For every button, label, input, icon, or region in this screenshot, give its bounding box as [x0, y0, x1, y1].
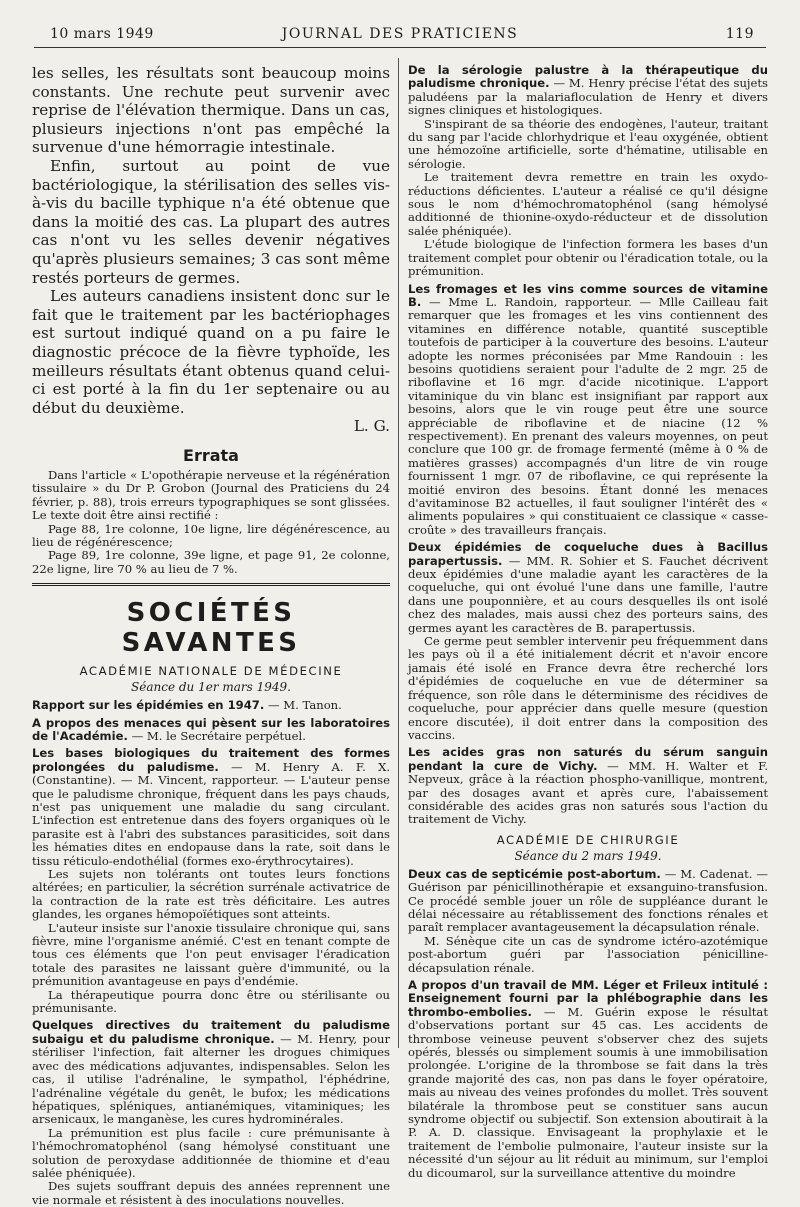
column-rule: [398, 58, 399, 1048]
academy-title: ACADÉMIE DE CHIRURGIE: [496, 832, 680, 847]
section-divider: [32, 583, 390, 586]
body-paragraph: Le traitement devra remettre en train les oxydo-réductions déficientes. L'auteur a réalisé ce qu'il désigne sous le nom d'hémochromatophénol (sang hémolysé additionné de thionine-oxydo-réducteur et de dissolution salée phéniquée).: [408, 170, 768, 238]
entry-text: — M. Henry, pour stériliser l'infection, fait alterner les drogues chimiques avec des médications adjuvantes, indispensables. Selon les cas, il utilise l'adrénaline, le sympathol, l'éphédrine, l'adrénaline végétale du genêt, le bufox; les médications hépatiques, spléniques, antianémiques, vitaminiques; les arsenicaux, le manganèse, les cures hydrominérales.: [32, 1031, 391, 1127]
entry-heading: A propos d'un travail de MM. Léger et Frileux intitulé : Enseignement fourni par la phlébographie dans les thrombo-embolies.: [408, 978, 768, 1019]
seance-date: Séance du 2 mars 1949.: [514, 848, 662, 863]
entry-heading: Quelques directives du traitement du paludisme subaigu et du paludisme chronique.: [32, 1018, 390, 1046]
errata-paragraph: Dans l'article « L'opothérapie nerveuse et la régénération tissulaire » du Dr P. Grobon (Journal des Praticiens du 24 février, p. 88), trois erreurs typographiques se sont glissées. Le texte doit être ainsi rectifié :: [32, 467, 390, 523]
intro-paragraph: les selles, les résultats sont beaucoup moins constants. Une rechute peut survenir avec reprise de l'élévation thermique. Dans un cas, plusieurs injections n'ont pas empêché la survenue d'une hémorragie intestinale.: [32, 64, 390, 157]
entry-heading: Deux épidémies de coqueluche dues à Bacillus parapertussis.: [408, 540, 768, 568]
entry-heading: A propos des menaces qui pèsent sur les laboratoires de l'Académie.: [32, 715, 390, 743]
header-rule: [34, 47, 766, 48]
entry: [32, 747, 390, 868]
body-paragraph: L'auteur insiste sur l'anoxie tissulaire chronique qui, sans fièvre, mine l'organisme anémié. C'est en tenant compte de tous ces éléments que l'on peut envisager l'éradication totale des parasites ne laissant guère d'immunité, ou la prémunition avantageuse en pays d'endémie.: [32, 920, 390, 989]
entry-text: — M. Guérin expose le résultat d'observations portant sur 45 cas. Les accidents de thrombose veineuse peuvent s'observer chez des sujets opérés, blessés ou simplement soumis à une immobilisation prolongée. L'origine de la thrombose se fait dans la très grande majorité des cas, non pas dans le foyer opératoire, mais au niveau des veines profondes du mollet. Très souvent bilatérale la thrombose peut se constituer sans aucun syndrome objectif ou subjectif. Son extension aboutirait à la P. A. D. classique. Envisageant la prophylaxie et le traitement de l'embolie pulmonaire, l'auteur insiste sur la nécessité d'un séjour au lit réduit au minimum, sur l'emploi du dicoumarol, sur la surveillance attentive du moindre: [408, 1004, 769, 1180]
body-paragraph: Les sujets non tolérants ont toutes leurs fonctions altérées; en particulier, la sécrétion surrénale activatrice de la contraction de la rate est très déficitaire. Les autres glandes, les organes hémopoïétiques sont atteints.: [32, 867, 390, 922]
header-date: 10 mars 1949: [50, 26, 154, 42]
intro-paragraph: Enfin, surtout au point de vue bactériologique, la stérilisation des selles vis-à-vis du bacille typhique n'a été obtenue que dans la moitié des cas. La plupart des autres cas n'ont vu les selles devenir négatives qu'après plusieurs semaines; 3 cas sont même restés porteurs de germes.: [32, 156, 390, 287]
academy-title: ACADÉMIE NATIONALE DE MÉDECINE: [79, 664, 343, 679]
entry-heading: Rapport sur les épidémies en 1947.: [32, 698, 265, 713]
entry-heading: Les fromages et les vins comme sources de vitamine B.: [408, 281, 768, 309]
seance-date: Séance du 1er mars 1949.: [131, 680, 291, 695]
entry: [408, 868, 768, 935]
entry: [32, 699, 390, 712]
entry: [408, 541, 768, 635]
errata-title: Errata: [183, 445, 239, 465]
entry-heading: Deux cas de septicémie post-abortum.: [408, 866, 661, 881]
errata-paragraph: Page 89, 1re colonne, 39e ligne, et page 91, 2e colonne, 22e ligne, lire 70 % au lieu de 7 %.: [32, 548, 390, 576]
left-column: [32, 64, 391, 1207]
entry-heading: Les acides gras non saturés du sérum sanguin pendant la cure de Vichy.: [408, 745, 768, 773]
errata-paragraph: Page 88, 1re colonne, 10e ligne, lire dégénérescence, au lieu de régénérescence;: [32, 521, 390, 549]
entry-text: — M. Henry précise l'état des sujets paludéens par la malariafloculation de Henry et divers signes cliniques et histologiques.: [408, 76, 768, 118]
body-paragraph: La prémunition est plus facile : cure prémunisante à l'hémochromatophénol (sang hémolysé constituant une solution de peroxydase additionnée de thiomine et d'eau salée phéniquée).: [32, 1125, 390, 1180]
body-paragraph: M. Sénèque cite un cas de syndrome ictéro-azotémique post-abortum guéri par l'association pénicilline-décapsulation rénale.: [408, 933, 768, 975]
body-paragraph: Ce germe peut sembler intervenir peu fréquemment dans les pays où il a été initialement décrit et n'avoir encore jamais été isolé en France devra être recherché lors d'épidémies de coqueluche en vue de déterminer sa fréquence, son rôle dans le déterminisme des récidives de coqueluche, pour apprécier dans quelle mesure (question encore discutée), il doit entrer dans la composition des vaccins.: [408, 634, 768, 742]
entry-heading: Les bases biologiques du traitement des formes prolongées du paludisme.: [32, 746, 390, 774]
running-header: [34, 22, 766, 44]
entry-text: — Mme L. Randoin, rapporteur. — Mlle Cailleau fait remarquer que les fromages et les vins contiennent des vitamines en différence notable, quantité susceptible toutefois de participer à la couverture des besoins. L'auteur adopte les normes préconisées par Mme Randouin : les besoins quotidiens seraient pour l'adulte de 2 mgr. 25 de riboflavine et 16 mgr. d'acide nicotinique. L'apport vitaminique du vin blanc est insignifiant par rapport aux besoins, alors que le vin rouge peut être une source appréciable de riboflavine et de niacine (12 % respectivement). En prenant des valeurs moyennes, on peut conclure que 100 gr. de fromage fermenté (même à 0 % de matières grasses) accompagnés d'un litre de vin rouge fournissent 1 mgr. 07 de riboflavine, ce qui représente la moitié environ des besoins. Étant donné les menaces d'avitaminose B2 actuelles, il faut souligner l'intérêt des « aliments populaires » qui constituaient ce classique « casse-croûte » des travailleurs français.: [408, 294, 768, 537]
entry: [408, 64, 768, 118]
entry-text: — M. Henry A. F. X. (Constantine). — M. Vincent, rapporteur. — L'auteur pense que le paludisme chronique, fréquent dans les pays chauds, n'est pas uniquement une maladie du sang circulant. L'infection est entretenue dans des foyers organiques où le parasite est à l'abri des substances parasiticides, soit dans les hématies dites en endopause dans la rate, soit dans le tissu réticulo-endothélial (formes exo-érythrocytaires).: [32, 759, 391, 868]
header-page-number: 119: [725, 26, 754, 42]
entry-text: — MM. R. Sohier et S. Fauchet décrivent deux épidémies d'une maladie ayant les caractères de la coqueluche, qui ont évolué l'une dans une famille, l'autre dans une pouponnière, et au cours desquelles ils ont isolé chez des malades, mais aussi chez des porteurs sains, des germes ayant les caractères de B. parapertussis.: [408, 553, 768, 635]
entry: [32, 1019, 390, 1126]
header-journal: JOURNAL DES PRATICIENS: [281, 26, 519, 42]
entry-text: — M. le Secrétaire perpétuel.: [131, 728, 306, 743]
entry: [408, 283, 768, 538]
entry: [408, 979, 768, 1180]
intro-paragraph: Les auteurs canadiens insistent donc sur le fait que le traitement par les bactériophages est surtout indiqué quand on a pu faire le diagnostic précoce de la fièvre typhoïde, les meilleurs résultats étant obtenus quand celui-ci est porté à la fin du 1er septenaire ou au début du deuxième.: [32, 287, 390, 417]
body-paragraph: L'étude biologique de l'infection formera les bases d'un traitement complet pour obtenir ou l'éradication totale, ou la prémunition.: [408, 237, 768, 279]
entry: [32, 717, 390, 744]
entry: [408, 746, 768, 826]
signature: L. G.: [353, 417, 390, 436]
right-column: [408, 63, 769, 1180]
section-banner: SOCIÉTÉS SAVANTES: [121, 598, 301, 659]
entry-text: — MM. H. Walter et F. Nepveux, grâce à la réaction phospho-vanillique, montrent, par des dosages avant et après cure, l'abaissement considérable des acides gras non saturés sous l'action du traitement de Vichy.: [408, 758, 769, 827]
body-paragraph: La thérapeutique pourra donc être ou stérilisante ou prémunisante.: [32, 987, 390, 1016]
entry-heading: De la sérologie palustre à la thérapeutique du paludisme chronique.: [408, 63, 768, 91]
entry-text: — M. Tanon.: [267, 698, 342, 713]
entry-text: — M. Cadenat. — Guérison par pénicillinothérapie et exsanguino-transfusion. Ce procédé semble jouer un rôle de suppléance durant le délai nécessaire au rétablissement des fonctions rénales et paraît remplacer avantageusement la décapsulation rénale.: [408, 866, 768, 935]
body-paragraph: Des sujets souffrant depuis des années reprennent une vie normale et résistent à des inoculations nouvelles.: [32, 1179, 390, 1207]
body-paragraph: S'inspirant de sa théorie des endogènes, l'auteur, traitant du sang par l'acide chlorhydrique et l'eau oxygénée, obtient une hémozoïne artificielle, sorte d'hématine, utilisable en sérologie.: [408, 116, 768, 171]
